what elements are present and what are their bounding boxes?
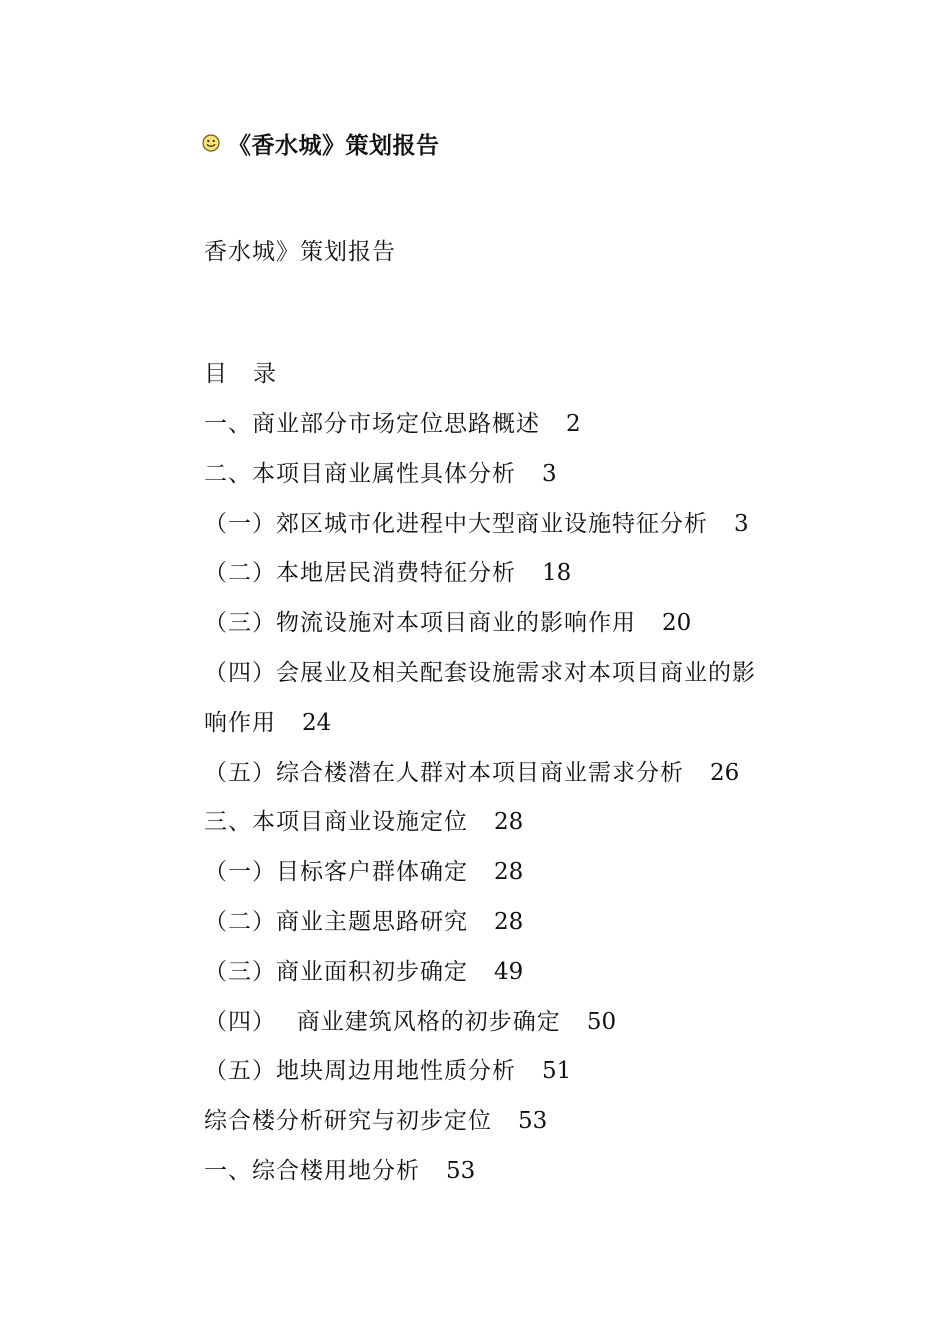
toc-entry-text: （四）会展业及相关配套设施需求对本项目商业的影 xyxy=(204,659,756,686)
toc-heading-part-2: 录 xyxy=(253,361,276,387)
toc-heading xyxy=(204,358,276,390)
toc-entry-page: 50 xyxy=(586,1008,617,1035)
toc-entry-page: 3 xyxy=(734,510,749,537)
toc-entry-text: （二）本地居民消费特征分析 xyxy=(204,560,516,587)
toc-entry[interactable] xyxy=(204,956,804,1006)
toc-entry-text: （五）综合楼潜在人群对本项目商业需求分析 xyxy=(204,759,684,786)
toc-entry-page: 18 xyxy=(542,560,572,587)
toc-heading-part-1: 目 xyxy=(204,361,227,387)
toc-entry[interactable] xyxy=(204,1105,804,1155)
toc-entry[interactable] xyxy=(204,607,804,657)
toc-entry[interactable] xyxy=(204,508,804,558)
toc-entry-page: 28 xyxy=(494,809,524,836)
document-title xyxy=(202,126,440,160)
toc-entry[interactable] xyxy=(204,806,804,856)
toc-entry-text: （一）郊区城市化进程中大型商业设施特征分析 xyxy=(204,510,708,537)
toc-entry-page: 49 xyxy=(494,958,524,985)
toc-entry-page: 28 xyxy=(494,859,524,886)
toc-entry[interactable] xyxy=(204,757,804,807)
toc-entry-text: （一）目标客户群体确定 xyxy=(204,859,468,886)
toc-entry-continued[interactable] xyxy=(204,707,804,757)
toc-entry-page: 28 xyxy=(494,908,524,935)
toc-entry[interactable] xyxy=(204,1055,804,1105)
toc-entry-page: 53 xyxy=(446,1157,476,1184)
toc-entry[interactable] xyxy=(204,906,804,956)
toc-entry-page: 53 xyxy=(518,1108,548,1135)
toc-entry[interactable] xyxy=(204,408,804,458)
document-title-text: 《香水城》策划报告 xyxy=(228,132,440,159)
toc-entry-text: （五）地块周边用地性质分析 xyxy=(204,1058,516,1085)
document-subtitle: 香水城》策划报告 xyxy=(204,239,396,265)
toc-entry-text: 一、综合楼用地分析 xyxy=(204,1157,420,1184)
toc-entry-text: （三）物流设施对本项目商业的影响作用 xyxy=(204,610,636,637)
toc-entry-text: 一、商业部分市场定位思路概述 xyxy=(204,411,540,437)
toc-entry-page: 20 xyxy=(662,610,692,637)
toc-entry-text: 综合楼分析研究与初步定位 xyxy=(204,1108,492,1135)
toc-entry-page: 24 xyxy=(302,709,332,736)
toc-entry-text: （二）商业主题思路研究 xyxy=(204,908,468,935)
toc-entry[interactable] xyxy=(204,557,804,607)
toc-entry[interactable] xyxy=(204,657,804,707)
toc-entry-text: 二、本项目商业属性具体分析 xyxy=(204,460,516,487)
toc-entry[interactable] xyxy=(204,1155,804,1205)
toc-entry[interactable] xyxy=(204,458,804,508)
table-of-contents xyxy=(204,408,804,1205)
toc-entry[interactable] xyxy=(204,1006,804,1056)
toc-entry[interactable] xyxy=(204,856,804,906)
toc-entry-text: （三）商业面积初步确定 xyxy=(204,958,468,985)
toc-entry-text: 响作用 xyxy=(204,709,276,736)
toc-entry-page: 26 xyxy=(710,759,740,786)
smiley-icon xyxy=(202,134,220,152)
toc-entry-page: 3 xyxy=(542,460,557,487)
toc-entry-page: 51 xyxy=(542,1058,572,1085)
toc-entry-page: 2 xyxy=(566,411,581,437)
toc-entry-text: 三、本项目商业设施定位 xyxy=(204,809,468,836)
toc-entry-text: （四） 商业建筑风格的初步确定 xyxy=(204,1008,561,1035)
